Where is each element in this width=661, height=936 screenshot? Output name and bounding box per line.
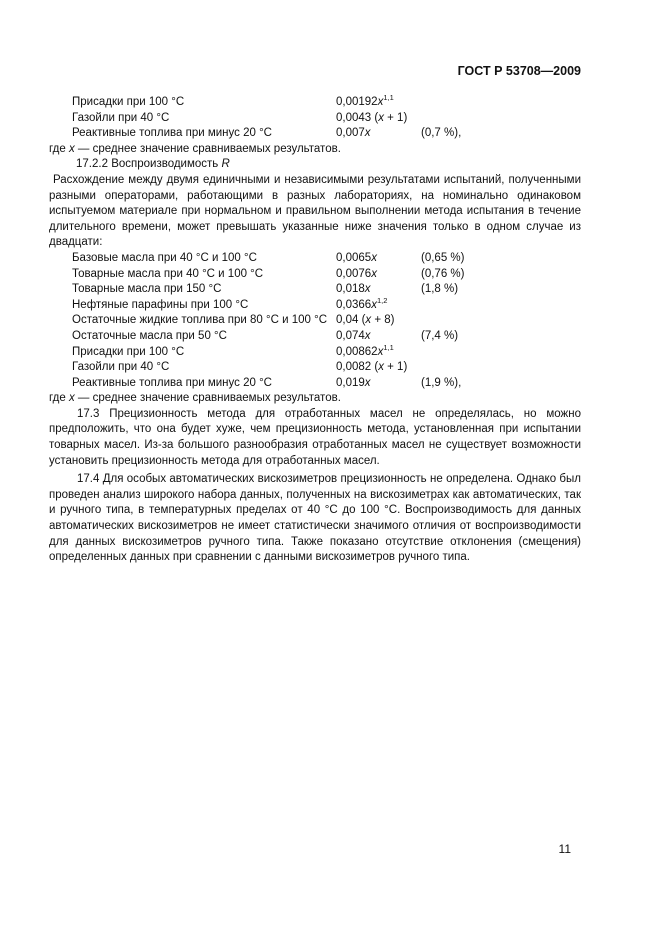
row-label: Газойли при 40 °С	[72, 111, 170, 124]
value-row	[49, 111, 581, 127]
row-percent: (1,8 %)	[421, 283, 459, 296]
row-label: Газойли при 40 °С	[72, 361, 170, 374]
note-text: — среднее значение сравниваемых результатов.	[74, 392, 341, 405]
variable-note	[49, 142, 581, 158]
row-percent	[421, 111, 581, 127]
value-row	[49, 313, 581, 329]
value-row	[49, 251, 581, 267]
row-percent	[421, 95, 581, 111]
row-percent	[421, 313, 581, 329]
paragraph-17-3: 17.3 Прецизионность метода для отработанных масел не определялась, но можно предположить, что она будет хуже, чем прецизионность метода, установленная при испытании товарных масел. Из-за большого разнообразия отработанных масел не существует возможности установить прецизионность метода для отработанных масел.	[49, 407, 581, 467]
row-formula: 0,019x	[336, 376, 371, 389]
repeatability-list	[49, 95, 581, 142]
value-row	[49, 95, 581, 111]
row-percent	[421, 360, 581, 376]
value-row	[49, 329, 581, 345]
row-label: Реактивные топлива при минус 20 °С	[72, 127, 272, 140]
section-title: Воспроизводимость	[111, 158, 222, 171]
note-variable: x	[68, 142, 75, 155]
section-heading-reproducibility	[49, 157, 581, 173]
row-formula: $0,00862x^{1,1}$	[336, 342, 394, 358]
note-text: — среднее значение сравниваемых результатов.	[74, 142, 341, 155]
page-content	[49, 95, 581, 566]
reproducibility-list	[49, 251, 581, 391]
row-percent: (0,7 %),	[421, 127, 462, 140]
row-formula: 0,007x	[336, 127, 371, 140]
row-label: Остаточные масла при 50 °С	[72, 329, 227, 342]
row-formula: 0,0043 (x + 1)	[336, 111, 408, 124]
row-formula: 0,0065x	[336, 251, 377, 264]
row-label: Остаточные жидкие топлива при 80 °С и 100 °С	[72, 314, 328, 327]
value-row	[49, 342, 581, 361]
value-row	[49, 376, 581, 392]
document-code: ГОСТ Р 53708—2009	[457, 64, 581, 78]
row-formula: 0,0082 (x + 1)	[336, 361, 408, 374]
row-label: Товарные масла при 150 °С	[72, 283, 222, 296]
value-row	[49, 267, 581, 283]
row-percent: (0,76 %)	[421, 267, 465, 280]
row-formula: 0,074x	[336, 329, 371, 342]
note-variable: x	[68, 392, 75, 405]
variable-note	[49, 391, 581, 407]
row-percent	[421, 298, 581, 314]
row-formula: 0,018x	[336, 283, 371, 296]
note-prefix: где	[49, 142, 69, 155]
row-label: Присадки при 100 °С	[72, 96, 185, 108]
reproducibility-paragraph: Расхождение между двумя единичными и независимыми результатами испытаний, полученными разными операторами, работающими в разных лабораториях, на номинально одинаковом испытуемом материале при нормальном и правильном выполнении метода испытания в течение длительного времени, может превышать указанные ниже значения только в одном случае из двадцати:	[49, 173, 581, 249]
row-formula: 0,04 (x + 8)	[336, 314, 395, 327]
row-percent: (7,4 %)	[421, 329, 459, 342]
value-row	[49, 282, 581, 298]
row-label: Реактивные топлива при минус 20 °С	[72, 376, 272, 389]
section-variable: R	[221, 158, 230, 171]
row-label: Нефтяные парафины при 100 °С	[72, 298, 249, 311]
row-percent: (1,9 %),	[421, 376, 462, 389]
row-label: Товарные масла при 40 °С и 100 °С	[72, 267, 264, 280]
row-label: Базовые масла при 40 °С и 100 °С	[72, 251, 257, 264]
page-number: 11	[558, 842, 571, 856]
value-row	[49, 126, 581, 142]
row-percent: (0,65 %)	[421, 251, 465, 264]
note-prefix: где	[49, 392, 69, 405]
value-row	[49, 295, 581, 314]
row-percent	[421, 345, 581, 361]
section-number: 17.2.2	[76, 158, 108, 171]
row-formula: $0,00192x^{1,1}$	[336, 93, 394, 108]
row-label: Присадки при 100 °С	[72, 345, 185, 358]
paragraph-17-4: 17.4 Для особых автоматических вискозиметров прецизионность не определена. Однако был проведен анализ широкого набора данных, полученных на вискозиметрах как автоматических, так и ручного типа, в температурных пределах от 40 °С до 100 °С. Воспроизводимость для данных автоматических вискозиметров не имеет статистически значимого отличия от воспроизводимости для данных вискозиметров ручного типа. Также показано отсутствие отклонения (смещения) определенных данных при сравнении с данными вискозиметров ручного типа.	[49, 473, 581, 564]
row-formula: 0,0076x	[336, 267, 377, 280]
row-formula: $0,0366x^{1,2}$	[336, 295, 388, 311]
value-row	[49, 360, 581, 376]
